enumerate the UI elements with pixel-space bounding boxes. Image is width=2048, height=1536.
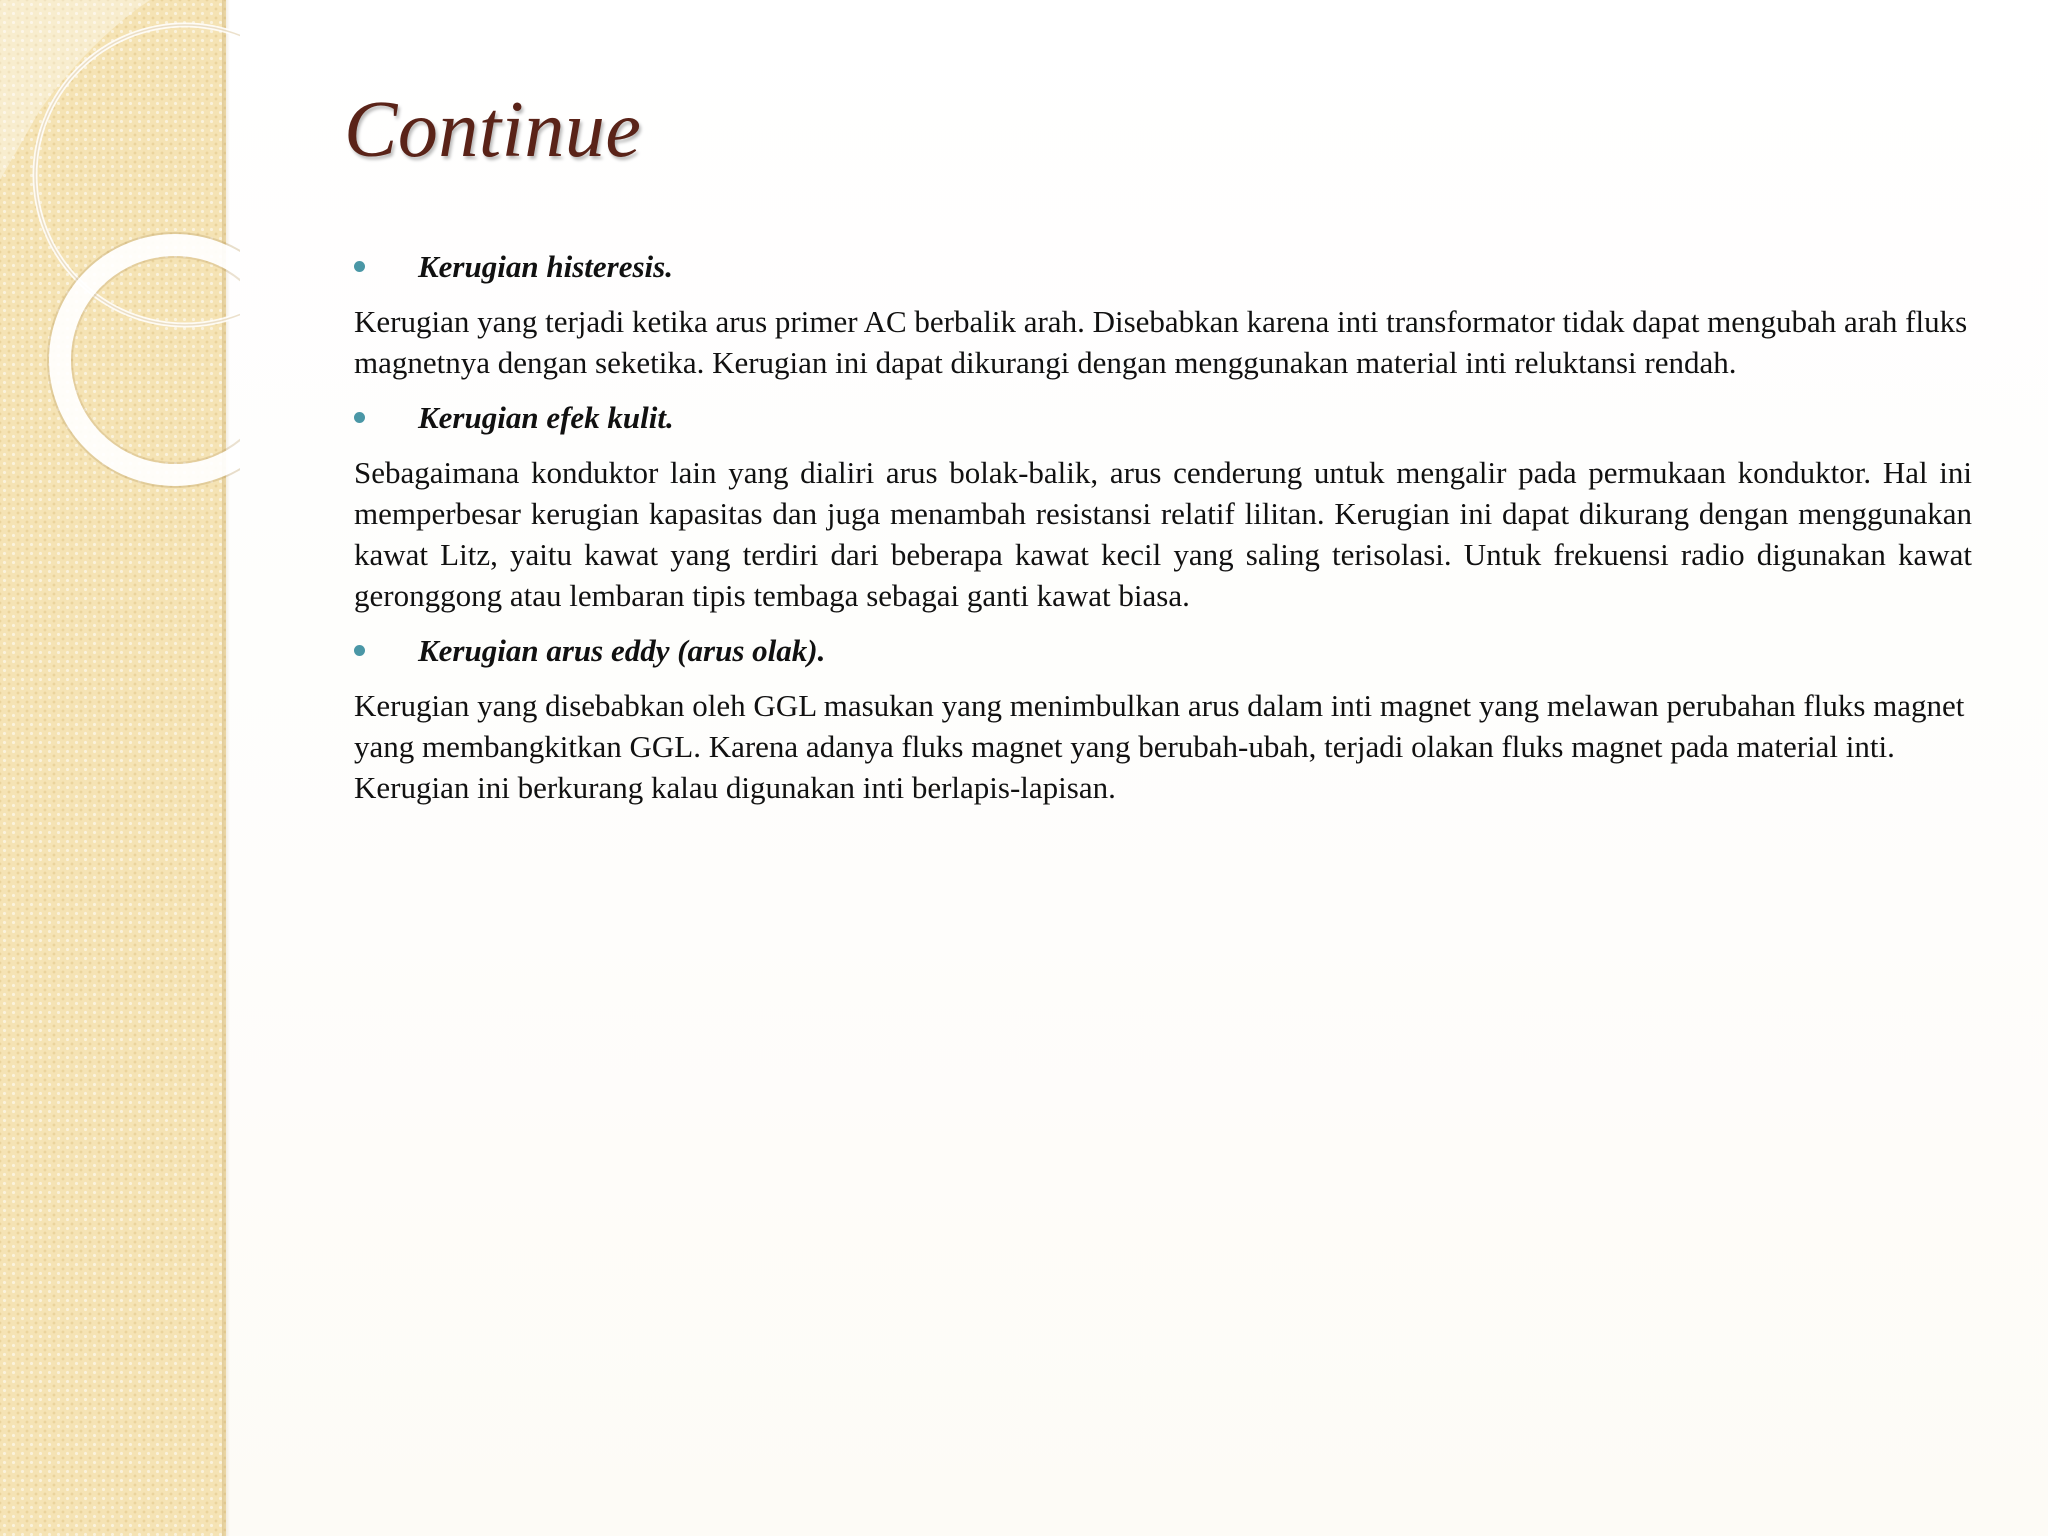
heading-text: Kerugian arus eddy (arus olak). (418, 633, 826, 668)
paragraph-skin-effect: Sebagaimana konduktor lain yang dialiri arus bolak-balik, arus cenderung untuk mengalir pada permukaan konduktor. Hal ini memperbesar kerugian kapasitas dan juga menambah resistansi relatif lilitan. Kerugian ini dapat dikurang dengan menggunakan kawat Litz, yaitu kawat yang terdiri dari beberapa kawat kecil yang saling terisolasi. Untuk frekuensi radio digunakan kawat geronggong atau lembaran tipis tembaga sebagai ganti kawat biasa. (354, 455, 1972, 613)
slide-title: Continue (344, 86, 642, 174)
heading-text: Kerugian histeresis. (418, 249, 673, 284)
paragraph-hysteresis: Kerugian yang terjadi ketika arus primer AC berbalik arah. Disebabkan karena inti transformator tidak dapat mengubah arah fluks magnetnya dengan seketika. Kerugian ini dapat dikurangi dengan menggunakan material inti reluktansi rendah. (354, 304, 1968, 380)
heading-text: Kerugian efek kulit. (418, 400, 674, 435)
paragraph-eddy-current: Kerugian yang disebabkan oleh GGL masukan yang menimbulkan arus dalam inti magnet yang melawan perubahan fluks magnet yang membangkitkan GGL. Karena adanya fluks magnet yang berubah-ubah, terjadi olakan fluks magnet pada material inti. Kerugian ini berkurang kalau digunakan inti berlapis-lapisan. (354, 688, 1965, 805)
bullet-heading-hysteresis (354, 246, 1972, 287)
bullet-dot-icon (354, 412, 365, 423)
slide-content (354, 246, 1972, 822)
bullet-dot-icon (354, 645, 365, 656)
bullet-dot-icon (354, 261, 365, 272)
bullet-heading-eddy-current (354, 630, 1972, 671)
decorative-rings (0, 0, 240, 520)
bullet-heading-skin-effect (354, 397, 1972, 438)
